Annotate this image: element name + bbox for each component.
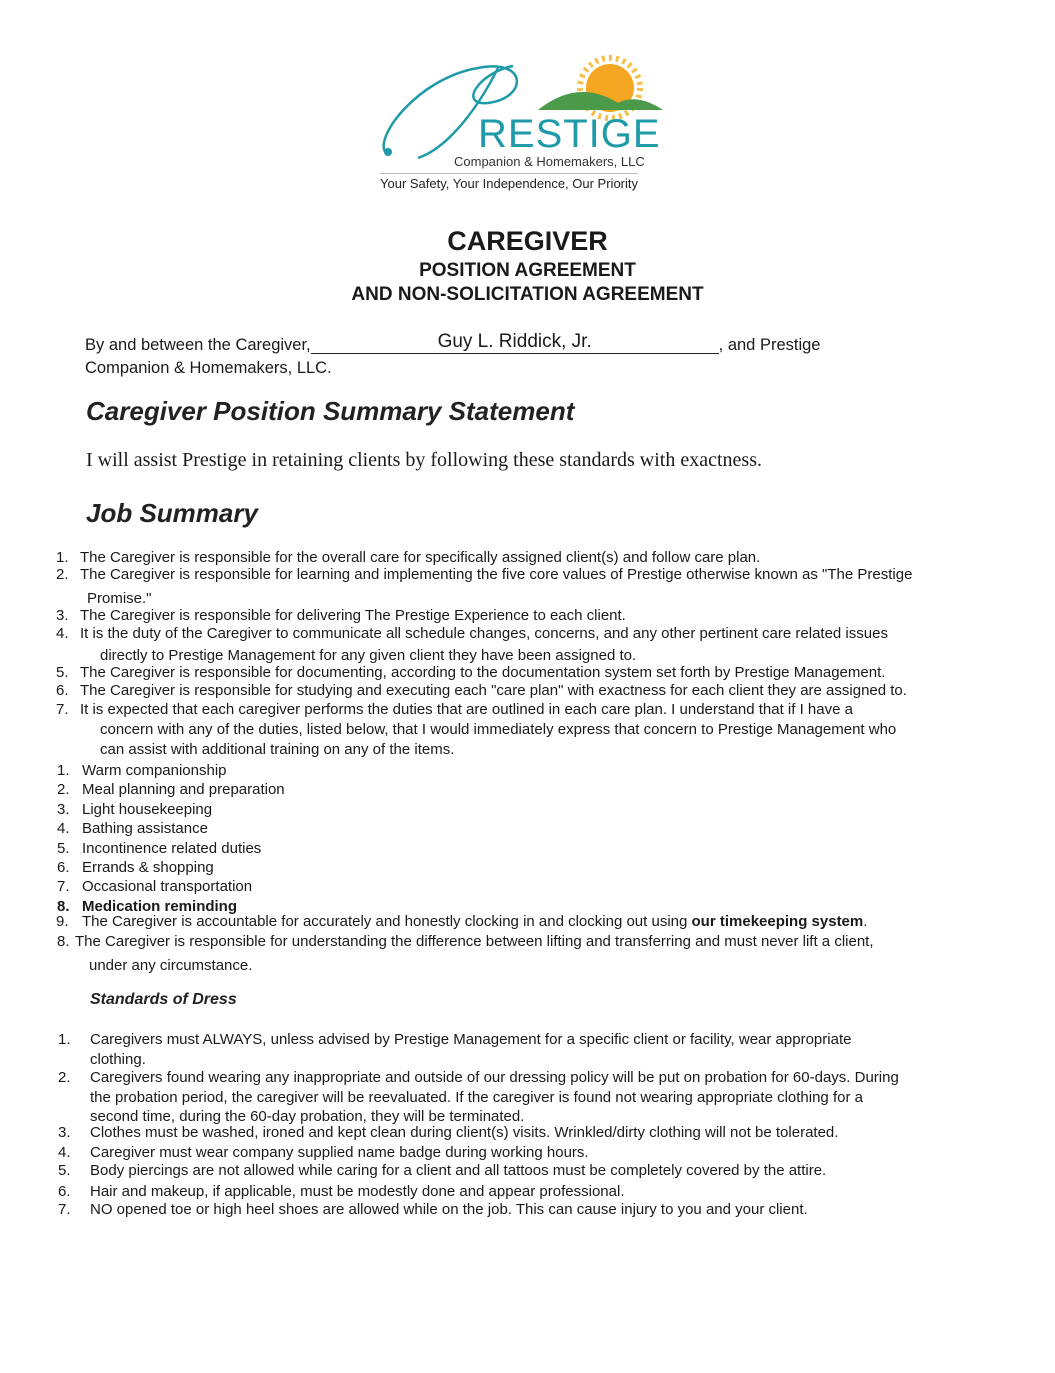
list-number: 6. — [58, 1183, 71, 1200]
list-number: 4. — [56, 625, 69, 642]
list-number: 3. — [57, 800, 70, 818]
dress-heading: Standards of Dress — [90, 991, 237, 1008]
list-line: Incontinence related duties — [82, 839, 262, 857]
intro-text-line2: Companion & Homemakers, LLC. — [85, 359, 332, 377]
list-line: Medication reminding — [82, 897, 238, 915]
list-number: 5. — [58, 1162, 71, 1179]
list-line: under any circumstance. — [89, 957, 253, 974]
logo-word: RESTIGE — [478, 112, 661, 156]
list-line: Meal planning and preparation — [82, 781, 285, 799]
list-line: The Caregiver is responsible for delivering The Prestige Experience to each client. — [80, 607, 626, 624]
list-number: 6. — [57, 859, 70, 876]
list-line: The Caregiver is responsible for the overall care for specifically assigned client(s) and follow care plan. — [80, 549, 761, 566]
list-number: 4. — [58, 1144, 71, 1161]
list-line: Occasional transportation — [82, 878, 253, 896]
list-number: 7. — [57, 878, 70, 896]
company-logo — [378, 48, 668, 198]
list-text: The Caregiver is accountable for accurately and honestly clocking in and clocking out using — [82, 913, 692, 930]
list-line: the probation period, the caregiver will be reevaluated. If the caregiver is found not wearing appropriate clothing for a — [90, 1088, 863, 1106]
summary-heading: Caregiver Position Summary Statement — [86, 396, 575, 426]
list-number: 6. — [56, 682, 69, 699]
list-line: second time, during the 60-day probation, they will be terminated. — [90, 1108, 525, 1125]
list-line: Caregiver must wear company supplied name badge during working hours. — [90, 1144, 589, 1161]
list-line — [82, 912, 867, 932]
list-line: The Caregiver is responsible for studying and executing each "care plan" with exactness for each client they are assigned to. — [80, 682, 907, 699]
document-subtitle-2: AND NON-SOLICITATION AGREEMENT — [351, 284, 704, 305]
list-text-end: . — [863, 913, 868, 930]
list-line: Bathing assistance — [82, 820, 208, 838]
list-text-bold: our timekeeping system — [691, 913, 864, 930]
list-number: 2. — [58, 1069, 71, 1086]
list-number: 5. — [57, 839, 70, 857]
list-number: 8. — [57, 933, 70, 950]
list-line: Caregivers found wearing any inappropriate and outside of our dressing policy will be put on probation for 60-days. During — [90, 1069, 899, 1086]
list-number: 8. — [57, 897, 70, 915]
list-line: Errands & shopping — [82, 859, 214, 876]
document-title: CAREGIVER — [447, 226, 608, 256]
list-line: NO opened toe or high heel shoes are allowed while on the job. This can cause injury to you and your client. — [90, 1201, 808, 1218]
list-number: 5. — [56, 664, 69, 681]
document-subtitle: POSITION AGREEMENT — [419, 260, 636, 281]
job-summary-heading: Job Summary — [86, 498, 258, 528]
list-number: 3. — [56, 607, 69, 624]
list-line: The Caregiver is responsible for documenting, according to the documentation system set forth by Prestige Management. — [80, 664, 886, 681]
intro-paragraph — [85, 331, 865, 379]
list-number: 3. — [58, 1124, 71, 1141]
summary-statement: I will assist Prestige in retaining clients by following these standards with exactness. — [86, 449, 762, 471]
list-line: Promise." — [87, 590, 152, 607]
list-line: Hair and makeup, if applicable, must be modestly done and appear professional. — [90, 1183, 625, 1200]
list-number: 2. — [56, 566, 69, 583]
list-number: 1. — [56, 549, 69, 566]
caregiver-name-field: Guy L. Riddick, Jr. — [311, 331, 719, 354]
list-line: directly to Prestige Management for any given client they have been assigned to. — [100, 647, 637, 664]
intro-text: By and between the Caregiver, — [85, 336, 311, 354]
list-line: The Caregiver is responsible for learning and implementing the five core values of Prestige otherwise known as "The Prestige — [80, 566, 913, 583]
logo-tagline: Your Safety, Your Independence, Our Priority — [380, 173, 638, 191]
list-line: Light housekeeping — [82, 800, 213, 818]
list-line: concern with any of the duties, listed below, that I would immediately express that concern to Prestige Management who — [100, 721, 897, 738]
list-line: can assist with additional training on any of the items. — [100, 741, 455, 758]
list-line: Body piercings are not allowed while caring for a client and all tattoos must be completely covered by the attire. — [90, 1162, 827, 1179]
list-line: Caregivers must ALWAYS, unless advised by Prestige Management for a specific client or facility, wear appropriate — [90, 1031, 852, 1048]
list-line: It is the duty of the Caregiver to communicate all schedule changes, concerns, and any other pertinent care related issues — [80, 625, 888, 642]
logo-company: Companion & Homemakers, LLC — [454, 154, 645, 169]
list-number: 7. — [56, 701, 69, 718]
list-line: clothing. — [90, 1051, 146, 1068]
list-line: It is expected that each caregiver performs the duties that are outlined in each care plan. I understand that if I have a — [80, 701, 853, 718]
list-line: Clothes must be washed, ironed and kept clean during client(s) visits. Wrinkled/dirty clothing will not be tolerated. — [90, 1124, 839, 1141]
list-number: 2. — [57, 781, 70, 799]
list-number: 7. — [58, 1201, 71, 1218]
list-line: Warm companionship — [82, 762, 227, 779]
list-number: 4. — [57, 820, 70, 838]
list-line: The Caregiver is responsible for understanding the difference between lifting and transferring and must never lift a client, — [75, 933, 874, 950]
list-number: 9. — [56, 913, 69, 930]
list-number: 1. — [57, 762, 70, 779]
intro-text-after: , and Prestige — [718, 336, 821, 354]
list-number: 1. — [58, 1031, 71, 1048]
